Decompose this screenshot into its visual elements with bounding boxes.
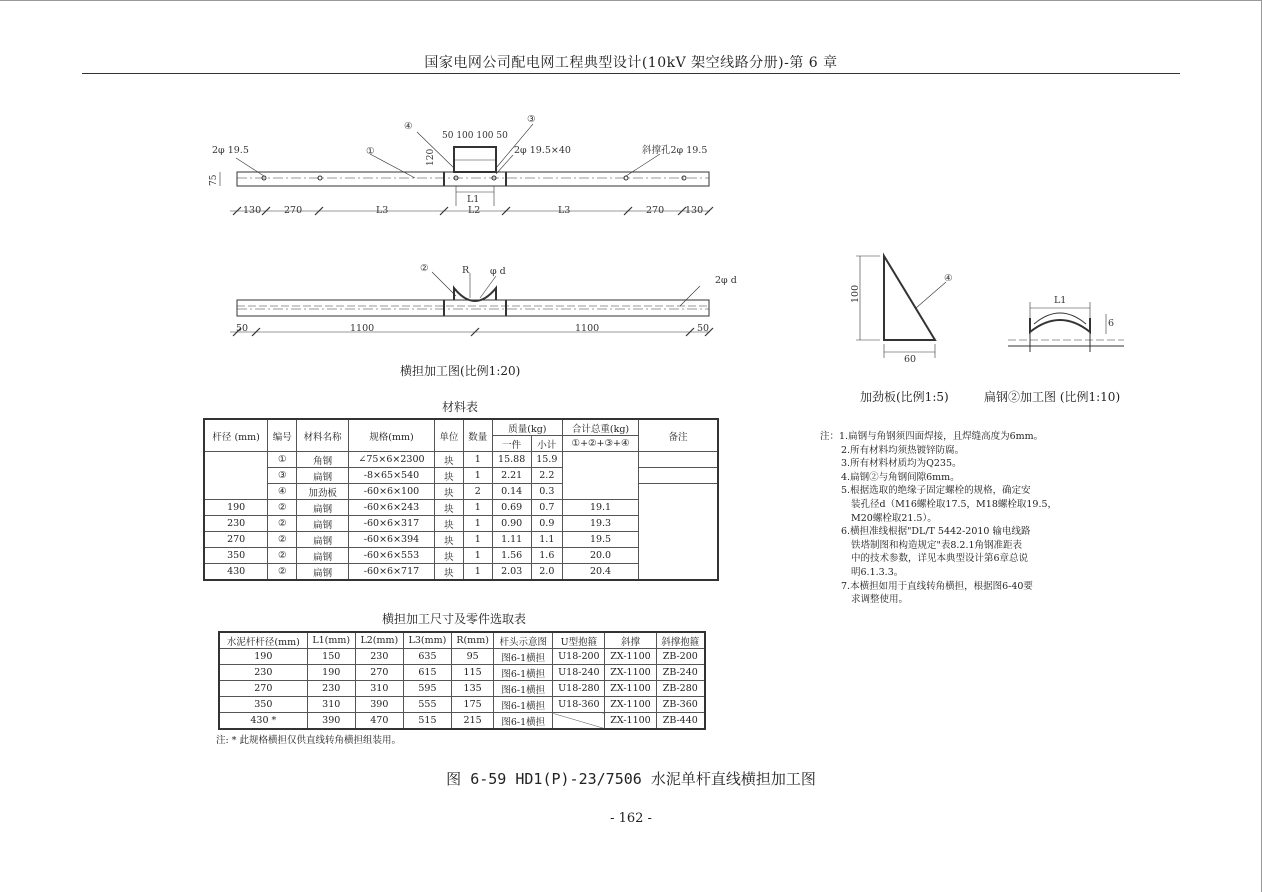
cell: 19.3 bbox=[563, 516, 639, 532]
cell: -8×65×540 bbox=[349, 468, 435, 484]
note-line: M20螺栓取21.5）。 bbox=[851, 512, 937, 524]
cell: ZB-240 bbox=[656, 665, 705, 681]
label-part2: ② bbox=[420, 263, 429, 274]
stiffener-drawing bbox=[840, 248, 970, 368]
cell: 310 bbox=[355, 681, 403, 697]
cell: ∠75×6×2300 bbox=[349, 452, 435, 468]
cell: 95 bbox=[452, 649, 494, 665]
sh-L3: L3(mm) bbox=[403, 632, 451, 649]
frame-top-line bbox=[0, 0, 1262, 1]
note-line: 装孔径d（M16螺栓取17.5，M18螺栓取19.5， bbox=[851, 498, 1058, 510]
mh-qty: 数量 bbox=[463, 419, 492, 452]
cell: 175 bbox=[452, 697, 494, 713]
cell: 15.88 bbox=[492, 452, 531, 468]
cell: ZX-1100 bbox=[605, 697, 656, 713]
mh-mass-sub: 小计 bbox=[531, 436, 563, 452]
stiffener-dim-w: 60 bbox=[904, 354, 917, 365]
cell: 块 bbox=[434, 564, 463, 581]
mh-name: 材料名称 bbox=[297, 419, 349, 452]
cell: 230 bbox=[355, 649, 403, 665]
dim-L2: L2 bbox=[468, 205, 481, 216]
cell: 350 bbox=[219, 697, 307, 713]
cell: 1 bbox=[463, 468, 492, 484]
cell: 1 bbox=[463, 564, 492, 581]
cell: 0.69 bbox=[492, 500, 531, 516]
caption-stiffener: 加劲板(比例1:5) bbox=[860, 390, 949, 404]
cell: 2 bbox=[463, 484, 492, 500]
dim-270-right: 270 bbox=[646, 205, 665, 216]
mh-unit: 单位 bbox=[434, 419, 463, 452]
label-hole-slot: 2φ 19.5×40 bbox=[514, 145, 571, 156]
cell: 块 bbox=[434, 452, 463, 468]
label-phi-d: φ d bbox=[490, 266, 506, 277]
sh-L2: L2(mm) bbox=[355, 632, 403, 649]
cell: U18-200 bbox=[553, 649, 605, 665]
angle-steel-body bbox=[237, 172, 709, 186]
cell: 1.11 bbox=[492, 532, 531, 548]
cell: -60×6×243 bbox=[349, 500, 435, 516]
note-line: 铁塔制图和构造规定"表8.2.1角钢准距表 bbox=[851, 539, 1023, 551]
table-row bbox=[219, 665, 705, 681]
dim-1100-right: 1100 bbox=[575, 323, 600, 334]
materials-table bbox=[203, 418, 719, 581]
cell: 0.14 bbox=[492, 484, 531, 500]
cell: 1 bbox=[463, 532, 492, 548]
cell: 角钢 bbox=[297, 452, 349, 468]
label-part1: ① bbox=[366, 146, 375, 157]
table-row bbox=[204, 452, 718, 468]
cell: U18-360 bbox=[553, 697, 605, 713]
cell: 19.5 bbox=[563, 532, 639, 548]
label-hole-right: 2φ d bbox=[715, 275, 737, 286]
cell: 加劲板 bbox=[297, 484, 349, 500]
crossarm-front-view bbox=[200, 258, 750, 340]
caption-flatsteel: 扁钢②加工图 (比例1:10) bbox=[984, 390, 1121, 404]
flat-steel-saddle bbox=[454, 288, 496, 301]
label-L1: L1 bbox=[467, 194, 480, 205]
cell: 扁钢 bbox=[297, 516, 349, 532]
selection-table bbox=[218, 631, 706, 730]
label-dim-120: 120 bbox=[426, 148, 436, 166]
cell: 块 bbox=[434, 500, 463, 516]
cell: ZX-1100 bbox=[605, 649, 656, 665]
cell: 0.7 bbox=[531, 500, 563, 516]
cell: 190 bbox=[204, 500, 268, 516]
table-row bbox=[204, 468, 718, 484]
cell: -60×6×317 bbox=[349, 516, 435, 532]
sh-diameter: 水泥杆杆径(mm) bbox=[219, 632, 307, 649]
cell: ① bbox=[268, 452, 297, 468]
cell-empty-diagonal bbox=[553, 713, 605, 730]
label-part4: ④ bbox=[404, 121, 413, 132]
cell: ZX-1100 bbox=[605, 681, 656, 697]
cell bbox=[204, 452, 268, 500]
mh-total: 合计总重(kg) bbox=[563, 419, 639, 436]
label-dim-top: 50 100 100 50 bbox=[442, 131, 508, 141]
cell: 270 bbox=[204, 532, 268, 548]
cell: U18-280 bbox=[553, 681, 605, 697]
cell: ② bbox=[268, 564, 297, 581]
cell: 310 bbox=[307, 697, 355, 713]
cell: 图6-1横担 bbox=[494, 649, 553, 665]
flatsteel-L1: L1 bbox=[1054, 295, 1067, 306]
cell: 1.56 bbox=[492, 548, 531, 564]
flatsteel-drawing bbox=[1000, 288, 1130, 358]
cell: 230 bbox=[307, 681, 355, 697]
cell: 20.4 bbox=[563, 564, 639, 581]
label-hole-brace: 斜撑孔2φ 19.5 bbox=[642, 145, 708, 156]
sh-R: R(mm) bbox=[452, 632, 494, 649]
selection-note: 注: * 此规格横担仅供直线转角横担组装用。 bbox=[216, 735, 401, 746]
sh-diagram: 杆头示意图 bbox=[494, 632, 553, 649]
note-line: 2.所有材料均须热镀锌防腐。 bbox=[841, 444, 965, 456]
cell: ③ bbox=[268, 468, 297, 484]
mh-remark: 备注 bbox=[639, 419, 719, 452]
label-hole-left: 2φ 19.5 bbox=[212, 145, 249, 156]
caption-main: 横担加工图(比例1:20) bbox=[400, 364, 521, 378]
cell: 2.21 bbox=[492, 468, 531, 484]
table-row bbox=[219, 697, 705, 713]
dim-130-left: 130 bbox=[243, 205, 262, 216]
page-number: - 162 - bbox=[610, 811, 652, 826]
cell bbox=[639, 452, 719, 468]
cell: 扁钢 bbox=[297, 548, 349, 564]
mh-diameter: 杆径 (mm) bbox=[204, 419, 268, 452]
note-line: 5.根据选取的绝缘子固定螺栓的规格，确定安 bbox=[841, 485, 1031, 497]
cell: 115 bbox=[452, 665, 494, 681]
cell: 1 bbox=[463, 548, 492, 564]
note-line: 6.横担准线根据"DL/T 5442-2010 输电线路 bbox=[841, 526, 1031, 538]
note-line: 注：1.扁钢与角钢须四面焊接，且焊缝高度为6mm。 bbox=[820, 431, 1044, 442]
cell: 1 bbox=[463, 452, 492, 468]
cell: -60×6×394 bbox=[349, 532, 435, 548]
cell: 1 bbox=[463, 500, 492, 516]
cell: 270 bbox=[355, 665, 403, 681]
figure-title: 图 6-59 HD1(P)-23/7506 水泥单杆直线横担加工图 bbox=[446, 770, 816, 788]
cell: 390 bbox=[355, 697, 403, 713]
sh-L1: L1(mm) bbox=[307, 632, 355, 649]
cell: 150 bbox=[307, 649, 355, 665]
note-line: 求调整使用。 bbox=[851, 594, 909, 606]
table-row bbox=[219, 713, 705, 730]
cell: 215 bbox=[452, 713, 494, 730]
table-row bbox=[219, 681, 705, 697]
cell: 190 bbox=[307, 665, 355, 681]
cell: 图6-1横担 bbox=[494, 665, 553, 681]
cell: 扁钢 bbox=[297, 564, 349, 581]
cell bbox=[639, 468, 719, 484]
dim-50-left: 50 bbox=[236, 323, 249, 334]
cell: ZX-1100 bbox=[605, 665, 656, 681]
cell: 图6-1横担 bbox=[494, 697, 553, 713]
dim-1100-left: 1100 bbox=[350, 323, 375, 334]
cell: 扁钢 bbox=[297, 468, 349, 484]
mh-spec: 规格(mm) bbox=[349, 419, 435, 452]
cell: 635 bbox=[403, 649, 451, 665]
cell: ④ bbox=[268, 484, 297, 500]
cell: U18-240 bbox=[553, 665, 605, 681]
cell: 515 bbox=[403, 713, 451, 730]
note-line: 明6.1.3.3。 bbox=[851, 566, 904, 578]
table-row bbox=[219, 649, 705, 665]
cell: 图6-1横担 bbox=[494, 681, 553, 697]
cell: -60×6×553 bbox=[349, 548, 435, 564]
cell: 1.1 bbox=[531, 532, 563, 548]
mh-total-sub: ①+②+③+④ bbox=[563, 436, 639, 452]
cell: ② bbox=[268, 548, 297, 564]
cell: ② bbox=[268, 500, 297, 516]
cell: 2.03 bbox=[492, 564, 531, 581]
note-line: 4.扁钢②与角钢间隙6mm。 bbox=[841, 471, 960, 483]
cell: 135 bbox=[452, 681, 494, 697]
dim-50-right: 50 bbox=[697, 323, 710, 334]
cell: 470 bbox=[355, 713, 403, 730]
cell: ZX-1100 bbox=[605, 713, 656, 730]
cell: 430 bbox=[204, 564, 268, 581]
cell: ② bbox=[268, 532, 297, 548]
sh-ubolt: U型抱箍 bbox=[553, 632, 605, 649]
cell: 390 bbox=[307, 713, 355, 730]
sh-brace: 斜撑 bbox=[605, 632, 656, 649]
materials-title: 材料表 bbox=[442, 400, 479, 414]
cell: 块 bbox=[434, 484, 463, 500]
dim-130-right: 130 bbox=[685, 205, 704, 216]
angle-steel-front bbox=[237, 300, 709, 316]
cell bbox=[563, 452, 639, 500]
crossarm-top-view bbox=[200, 110, 730, 220]
cell: 270 bbox=[219, 681, 307, 697]
cell: 1.6 bbox=[531, 548, 563, 564]
label-dim-75: 75 bbox=[209, 174, 219, 186]
cell: 350 bbox=[204, 548, 268, 564]
cell: -60×6×717 bbox=[349, 564, 435, 581]
sh-brace-clamp: 斜撑抱箍 bbox=[656, 632, 705, 649]
cell: 图6-1横担 bbox=[494, 713, 553, 730]
cell: 块 bbox=[434, 532, 463, 548]
cell: 2.0 bbox=[531, 564, 563, 581]
dim-L3-left: L3 bbox=[376, 205, 389, 216]
page-header: 国家电网公司配电网工程典型设计(10kV 架空线路分册)-第 6 章 bbox=[424, 55, 838, 71]
cell: 595 bbox=[403, 681, 451, 697]
cell: 19.1 bbox=[563, 500, 639, 516]
cell: 块 bbox=[434, 548, 463, 564]
stiffener-dim-h: 100 bbox=[850, 284, 861, 303]
cell: 555 bbox=[403, 697, 451, 713]
cell: 扁钢 bbox=[297, 500, 349, 516]
cell: 块 bbox=[434, 516, 463, 532]
cell: 230 bbox=[219, 665, 307, 681]
cell bbox=[639, 484, 719, 581]
mh-mass-each: 一件 bbox=[492, 436, 531, 452]
flatsteel-dim-6: 6 bbox=[1108, 318, 1115, 329]
cell: 615 bbox=[403, 665, 451, 681]
cell: 0.3 bbox=[531, 484, 563, 500]
cell: 190 bbox=[219, 649, 307, 665]
cell: 0.9 bbox=[531, 516, 563, 532]
cell: 1 bbox=[463, 516, 492, 532]
cell: 0.90 bbox=[492, 516, 531, 532]
cell: 15.9 bbox=[531, 452, 563, 468]
table-row bbox=[204, 484, 718, 500]
dim-270-left: 270 bbox=[284, 205, 303, 216]
note-line: 3.所有材料材质均为Q235。 bbox=[841, 458, 962, 470]
notes-block bbox=[820, 430, 1057, 607]
cell: 20.0 bbox=[563, 548, 639, 564]
note-line: 中的技术参数，详见本典型设计第6章总说 bbox=[851, 553, 1029, 565]
cell: ② bbox=[268, 516, 297, 532]
cell: 230 bbox=[204, 516, 268, 532]
mh-mass: 质量(kg) bbox=[492, 419, 562, 436]
cell: ZB-360 bbox=[656, 697, 705, 713]
cell: 扁钢 bbox=[297, 532, 349, 548]
dim-L3-right: L3 bbox=[558, 205, 571, 216]
cell: 2.2 bbox=[531, 468, 563, 484]
header-rule bbox=[82, 73, 1180, 74]
stiffener-label: ④ bbox=[944, 273, 953, 284]
cell: 块 bbox=[434, 468, 463, 484]
cell: ZB-440 bbox=[656, 713, 705, 730]
note-line: 7.本横担如用于直线转角横担，根据图6-40要 bbox=[841, 580, 1033, 592]
cell: ZB-280 bbox=[656, 681, 705, 697]
label-R: R bbox=[462, 265, 470, 276]
cell: ZB-200 bbox=[656, 649, 705, 665]
selection-title: 横担加工尺寸及零件选取表 bbox=[382, 612, 527, 626]
label-part3: ③ bbox=[527, 114, 536, 125]
mh-no: 编号 bbox=[268, 419, 297, 452]
cell: -60×6×100 bbox=[349, 484, 435, 500]
cell: 430 * bbox=[219, 713, 307, 730]
flat-steel-part3 bbox=[454, 147, 496, 172]
